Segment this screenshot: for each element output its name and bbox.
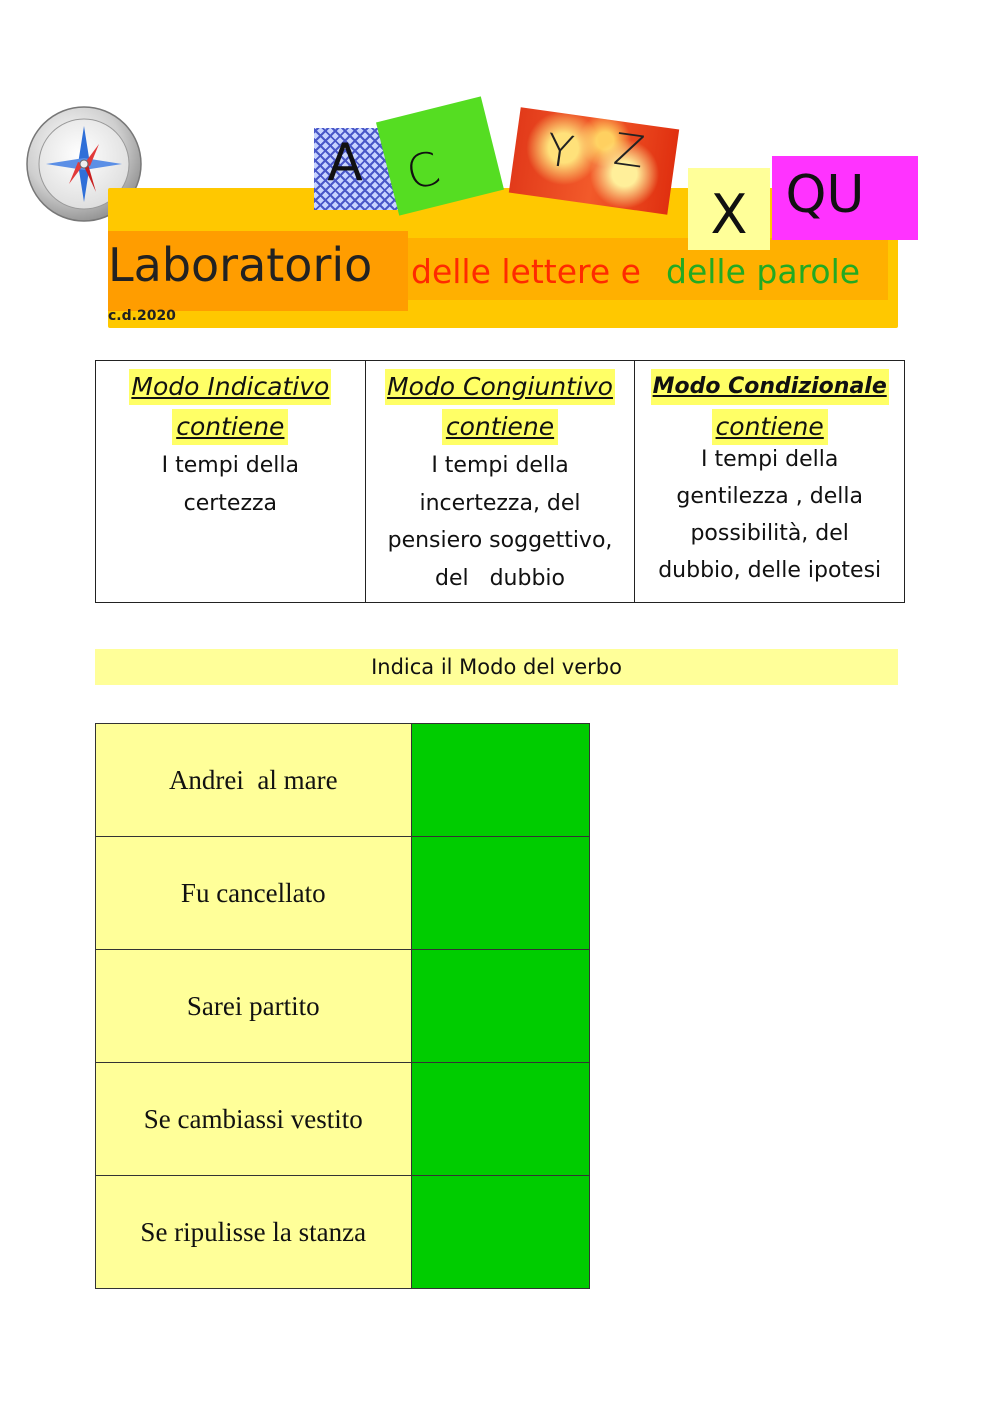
mood-column-condizionale — [635, 361, 904, 602]
answer-drop-zone[interactable] — [411, 1176, 589, 1289]
verb-prompt: Fu cancellato — [96, 837, 412, 950]
tile-qu-letter: QU — [785, 165, 865, 225]
mood-subtitle: contiene — [172, 409, 288, 445]
tile-c-letter: C — [400, 140, 446, 201]
table-row — [96, 1063, 590, 1176]
mood-line: gentilezza , della — [676, 484, 863, 509]
mood-title: Modo Indicativo — [129, 369, 331, 405]
mood-line: del dubbio — [435, 565, 566, 591]
mood-line: I tempi della — [701, 447, 839, 472]
answer-drop-zone[interactable] — [411, 950, 589, 1063]
answer-drop-zone[interactable] — [411, 837, 589, 950]
exercise-table — [95, 723, 590, 1289]
credit-text: c.d.2020 — [108, 308, 176, 324]
logo-main-text: Laboratorio — [108, 238, 373, 292]
mood-column-congiuntivo — [366, 361, 636, 602]
verb-prompt: Se ripulisse la stanza — [96, 1176, 412, 1289]
header-banner — [14, 88, 906, 334]
table-row — [96, 1176, 590, 1289]
verb-prompt: Sarei partito — [96, 950, 412, 1063]
instruction-bar — [95, 649, 898, 685]
moods-table — [95, 360, 905, 603]
mood-line: I tempi della — [161, 453, 300, 478]
instruction-text: Indica il Modo del verbo — [371, 655, 622, 679]
tile-x-letter: X — [710, 182, 748, 246]
verb-prompt: Se cambiassi vestito — [96, 1063, 412, 1176]
table-row — [96, 724, 590, 837]
table-row — [96, 950, 590, 1063]
mood-title: Modo Congiuntivo — [385, 369, 615, 405]
mood-line: incertezza, del — [419, 490, 581, 516]
mood-line: I tempi della — [431, 453, 569, 478]
mood-title: Modo Condizionale — [651, 369, 889, 405]
tile-a-letter: A — [327, 133, 363, 193]
mood-line: pensiero soggettivo, — [387, 528, 613, 553]
table-row — [96, 837, 590, 950]
answer-drop-zone[interactable] — [411, 1063, 589, 1176]
mood-subtitle: contiene — [712, 409, 828, 445]
verb-prompt: Andrei al mare — [96, 724, 412, 837]
answer-drop-zone[interactable] — [411, 724, 589, 837]
mood-line: certezza — [183, 490, 278, 516]
tile-y-letter: Y — [543, 124, 577, 179]
mood-subtitle: contiene — [442, 409, 558, 445]
logo-green-text: delle parole — [666, 252, 861, 291]
mood-line: dubbio, delle ipotesi — [658, 558, 882, 583]
mood-line: possibilità, del — [690, 521, 849, 546]
mood-column-indicativo — [96, 361, 366, 602]
logo-red-text: delle lettere e — [411, 252, 641, 291]
tile-x — [688, 168, 770, 250]
tile-qu — [772, 156, 918, 240]
tile-z-letter: Z — [610, 123, 648, 179]
